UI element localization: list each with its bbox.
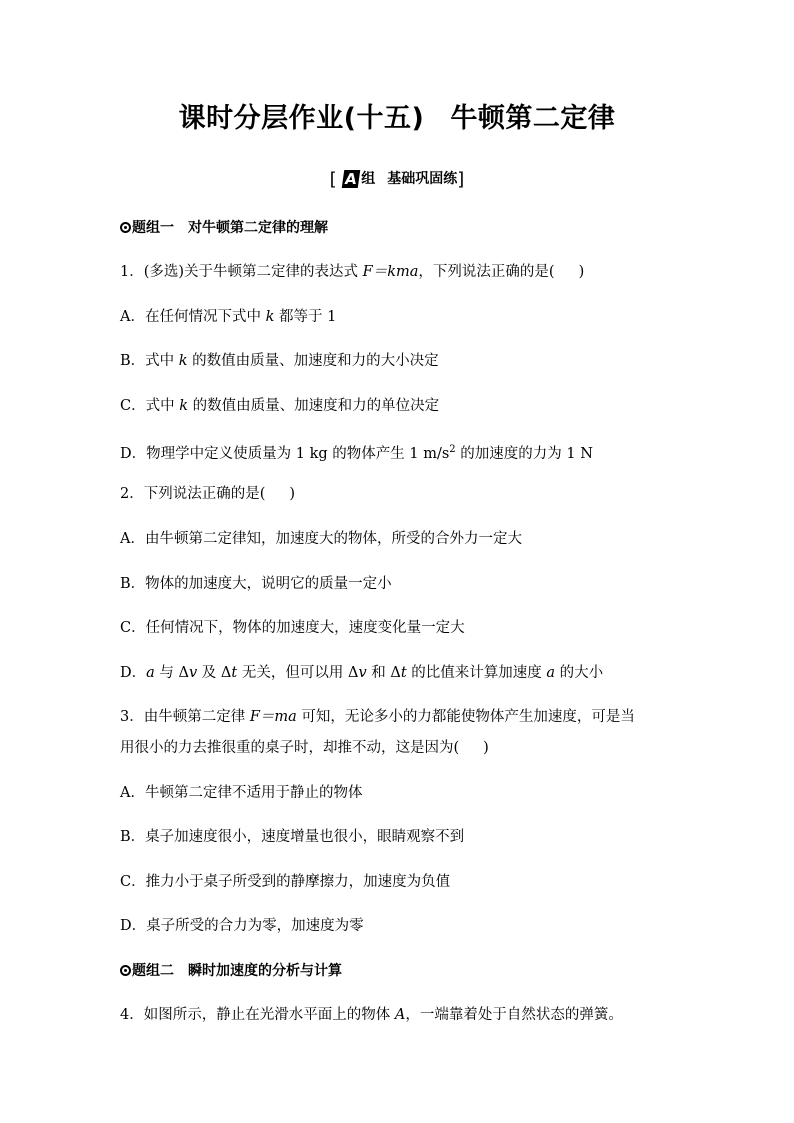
q4-stem-text-2: ，一端靠着处于自然状态的弹簧。: [405, 1007, 623, 1023]
section-1-title: 对牛顿第二定律的理解: [188, 220, 328, 236]
group-label-text: 组: [361, 171, 376, 187]
q1-option-d-text-2: 的加速度的力为 1 N: [455, 445, 593, 462]
q2-option-c: C．任何情况下，物体的加速度大，速度变化量一定大: [120, 620, 465, 636]
section-2-name: 题组二: [132, 963, 174, 979]
q3-option-a: A．牛顿第二定律不适用于静止的物体: [120, 785, 363, 801]
q1-option-a-text-2: 都等于 1: [274, 309, 337, 325]
q3-formula: F＝ma: [249, 709, 297, 725]
q1-option-b-text: B．式中: [120, 353, 179, 369]
bracket-close: ]: [457, 169, 465, 190]
group-label: [0, 168, 794, 190]
q2-d-part: 及 Δ: [197, 665, 232, 681]
q3-stem-text-3: 用很小的力去推很重的桌子时，却推不动，这是因为(: [120, 740, 460, 756]
q2-stem-text: 2．下列说法正确的是(: [120, 486, 266, 502]
q3-option-d: D．桌子所受的合力为零，加速度为零: [120, 918, 364, 934]
q3-option-c: C．推力小于桌子所受到的静摩擦力，加速度为负值: [120, 874, 451, 890]
q4-object-var: A: [394, 1007, 406, 1023]
q3-paren-close: ): [483, 740, 489, 756]
q1-paren-close: ): [578, 264, 585, 280]
q2-d-part: 无关，但可以用 Δ: [237, 665, 359, 681]
q2-d-var: t: [400, 665, 407, 681]
q2-paren-close: ): [289, 486, 296, 502]
q1-option-a: [120, 307, 336, 327]
q3-stem-text: 3．由牛顿第二定律: [120, 709, 250, 725]
q2-d-part: 与 Δ: [154, 665, 189, 681]
question-2-stem: [120, 484, 295, 504]
q2-d-var: v: [189, 665, 198, 681]
q1-option-a-text: A．在任何情况下式中: [120, 309, 266, 325]
question-4-stem: [120, 1005, 623, 1025]
q1-formula: F＝kma: [362, 264, 419, 280]
q2-option-a: A．由牛顿第二定律知，加速度大的物体，所受的合外力一定大: [120, 531, 522, 547]
section-heading-1: [120, 218, 328, 238]
target-bullet-icon: [120, 965, 131, 976]
q2-d-var: a: [146, 665, 155, 681]
q1-option-b-var: k: [178, 353, 188, 369]
target-bullet-icon: [120, 222, 131, 233]
q2-d-part: D．: [120, 665, 147, 681]
group-letter-badge: A: [343, 170, 358, 188]
q1-stem-text: 1．(多选)关于牛顿第二定律的表达式: [120, 264, 363, 280]
q1-option-a-var: k: [265, 309, 275, 325]
q1-option-c-var: k: [179, 398, 189, 414]
q2-d-part: 的比值来计算加速度: [406, 665, 547, 681]
q1-option-d: [120, 440, 593, 464]
q2-d-var: t: [231, 665, 238, 681]
q2-d-var: a: [546, 665, 556, 681]
question-1-stem: [120, 262, 584, 282]
q2-option-d: [120, 663, 603, 683]
q1-option-b: [120, 351, 439, 371]
title-left: 课时分层作业(十五): [178, 103, 425, 134]
section-2-title: 瞬时加速度的分析与计算: [188, 963, 342, 979]
q1-option-b-text-2: 的数值由质量、加速度和力的大小决定: [187, 353, 439, 369]
q1-option-c: [120, 396, 439, 416]
q3-option-b: B．桌子加速度很小，速度增量也很小，眼睛观察不到: [120, 829, 465, 845]
section-1-name: 题组一: [132, 220, 174, 236]
q1-option-d-text: D．物理学中定义使质量为 1 kg 的物体产生 1 m/s: [120, 445, 450, 462]
question-3-stem-line-2: [120, 738, 489, 758]
q1-option-d-sup: 2: [449, 444, 456, 455]
section-heading-2: [120, 961, 342, 981]
q1-option-c-text-2: 的数值由质量、加速度和力的单位决定: [188, 398, 440, 414]
q2-d-part: 的大小: [555, 665, 604, 681]
title-right: 牛顿第二定律: [450, 103, 616, 134]
question-3-stem-line-1: [120, 707, 635, 727]
bracket-open: [: [329, 169, 337, 190]
q2-option-b: B．物体的加速度大，说明它的质量一定小: [120, 576, 392, 592]
group-name: 基础巩固练: [387, 171, 458, 187]
q3-stem-text-2: 可知，无论多小的力都能使物体产生加速度，可是当: [296, 709, 635, 725]
q1-option-c-text: C．式中: [120, 398, 180, 414]
page-title: [0, 96, 794, 135]
q1-stem-text-2: ，下列说法正确的是(: [418, 264, 555, 280]
q2-d-var: v: [358, 665, 367, 681]
q2-d-part: 和 Δ: [366, 665, 401, 681]
q4-stem-text: 4．如图所示，静止在光滑水平面上的物体: [120, 1007, 395, 1023]
